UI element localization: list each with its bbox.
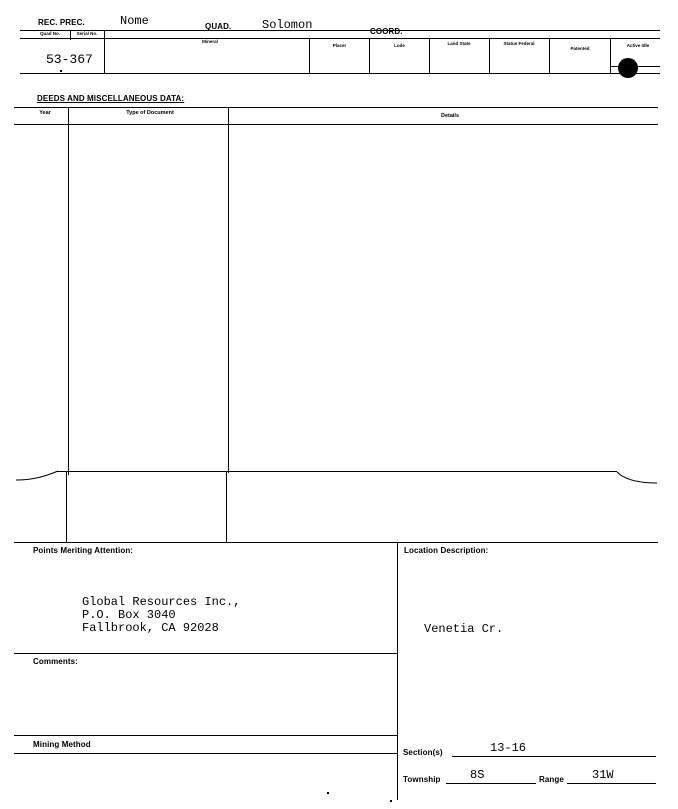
- active-dot-mark: [618, 58, 638, 78]
- bottom-divider: [397, 542, 398, 800]
- address-line-3: Fallbrook, CA 92028: [82, 621, 219, 635]
- mining-method-label: Mining Method: [33, 740, 91, 749]
- township-underline: [446, 783, 536, 784]
- address-line-1: Global Resources Inc.,: [82, 595, 241, 609]
- col-type-of-document: Type of Document: [126, 110, 174, 116]
- col-serial-no: Serial No.: [76, 31, 98, 36]
- quad-value: Solomon: [262, 18, 313, 32]
- col-sep-5: [429, 38, 430, 73]
- col-mineral: Mineral: [202, 39, 218, 44]
- col-placer: Placer: [332, 43, 347, 48]
- stray-mark-2: [390, 800, 392, 802]
- col-sep-4: [369, 38, 370, 73]
- sections-underline: [452, 756, 656, 757]
- mining-method-rule: [14, 735, 397, 736]
- col-year: Year: [39, 110, 51, 116]
- col-sep-2: [104, 30, 105, 73]
- col-sep-8: [610, 38, 611, 73]
- coord-label: COORD.: [370, 27, 403, 36]
- col-patented: Patented: [570, 46, 590, 51]
- quad-label: QUAD.: [205, 22, 232, 31]
- deeds-col-sep-2-lower: [226, 472, 227, 542]
- header-top-rule: [20, 30, 660, 31]
- col-active-idle: Active Idle: [626, 43, 650, 48]
- comments-label: Comments:: [33, 657, 78, 666]
- sections-label: Section(s): [403, 748, 443, 757]
- col-sep-3: [309, 38, 310, 73]
- range-underline: [567, 783, 656, 784]
- location-value: Venetia Cr.: [424, 622, 504, 636]
- deeds-col-sep-2: [228, 107, 229, 473]
- col-quad-no: Quad No.: [40, 31, 60, 36]
- col-details: Details: [440, 113, 460, 119]
- deeds-col-sep-1: [68, 107, 69, 475]
- col-lode: Lode: [394, 43, 405, 48]
- points-label: Points Meriting Attention:: [33, 546, 134, 555]
- township-label: Township: [403, 775, 441, 784]
- col-status-federal: Status Federal: [503, 41, 535, 46]
- col-sep-1: [70, 30, 71, 40]
- col-land-state: Land State: [447, 41, 471, 46]
- location-label: Location Description:: [404, 546, 489, 555]
- deeds-col-rule: [14, 124, 658, 125]
- splice-rule: [57, 471, 617, 472]
- township-value: 8S: [470, 768, 485, 782]
- mining-method-line: [14, 753, 397, 754]
- rec-prec-label: REC. PREC.: [38, 18, 85, 27]
- header-bottom-rule: [20, 73, 660, 74]
- bottom-top-rule: [14, 542, 658, 543]
- deeds-col-sep-1-lower: [66, 472, 67, 542]
- comments-rule: [14, 653, 397, 654]
- rec-prec-value: Nome: [120, 14, 149, 28]
- col-sep-7: [549, 38, 550, 73]
- deeds-title: DEEDS AND MISCELLANEOUS DATA:: [37, 94, 185, 103]
- col-sep-6: [489, 38, 490, 73]
- splice-curve-left: [16, 468, 61, 482]
- sections-value: 13-16: [490, 741, 527, 755]
- header-col-rule: [20, 38, 660, 39]
- quad-serial-value: 53-367: [46, 52, 93, 67]
- address-line-2: P.O. Box 3040: [82, 608, 176, 622]
- stray-dot: [60, 70, 62, 72]
- stray-mark: [327, 792, 329, 794]
- deeds-top-rule: [14, 107, 658, 108]
- splice-curve-right: [615, 470, 660, 486]
- range-value: 31W: [592, 768, 614, 782]
- range-label: Range: [539, 775, 564, 784]
